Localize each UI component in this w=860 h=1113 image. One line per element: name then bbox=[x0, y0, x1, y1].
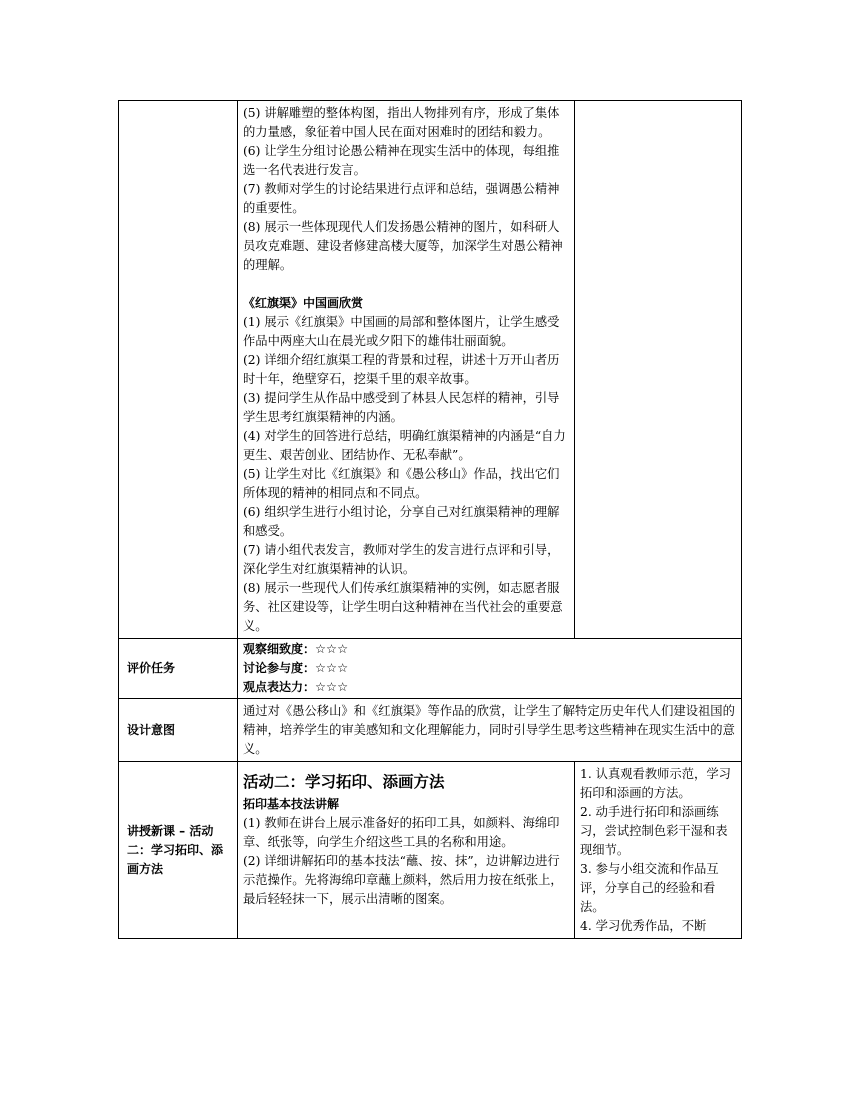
section-line: (6) 组织学生进行小组讨论，分享自己对红旗渠精神的理解和感受。 bbox=[243, 505, 560, 538]
evaluation-label: 评价任务 bbox=[119, 639, 238, 699]
student-activity-line: 2. 动手进行拓印和添画练习，尝试控制色彩干湿和表现细节。 bbox=[580, 805, 728, 857]
student-activity-line: 1. 认真观看教师示范，学习拓印和添画的方法。 bbox=[580, 767, 731, 800]
evaluation-item-name: 观点表达力： bbox=[243, 680, 316, 694]
student-activity-content bbox=[575, 762, 742, 939]
star-rating: ☆☆☆ bbox=[315, 661, 349, 675]
teaching-process-content-cell bbox=[238, 101, 575, 639]
section-title: 《红旗渠》中国画欣赏 bbox=[243, 296, 364, 310]
star-rating: ☆☆☆ bbox=[315, 680, 349, 694]
activity-heading: 活动二：学习拓印、添画方法 bbox=[243, 773, 445, 791]
student-activity-cell bbox=[575, 101, 742, 639]
teaching-process-row bbox=[119, 101, 742, 639]
design-intent-text: 通过对《愚公移山》和《红旗渠》等作品的欣赏，让学生了解特定历史年代人们建设祖国的精神，培养学生的审美感知和文化理解能力，同时引导学生思考这些精神在现实生活中的意义。 bbox=[238, 699, 742, 762]
activity-line: (1) 教师在讲台上展示准备好的拓印工具，如颜料、海绵印章、纸张等，向学生介绍这些工具的名称和用途。 bbox=[243, 816, 560, 849]
design-intent-label: 设计意图 bbox=[119, 699, 238, 762]
activity-two-label: 讲授新课 – 活动二：学习拓印、添画方法 bbox=[119, 762, 238, 939]
process-line: (8) 展示一些体现现代人们发扬愚公精神的图片，如科研人员攻克难题、建设者修建高楼大厦等，加深学生对愚公精神的理解。 bbox=[243, 220, 563, 272]
section-line: (4) 对学生的回答进行总结，明确红旗渠精神的内涵是“自力更生、艰苦创业、团结协作、无私奉献”。 bbox=[243, 429, 566, 462]
section-line: (8) 展示一些现代人们传承红旗渠精神的实例，如志愿者服务、社区建设等，让学生明白这种精神在当代社会的重要意义。 bbox=[243, 581, 563, 633]
evaluation-item-name: 观察细致度： bbox=[243, 642, 316, 656]
evaluation-item-name: 讨论参与度： bbox=[243, 661, 316, 675]
student-activity-line: 3. 参与小组交流和作品互评，分享自己的经验和看法。 bbox=[580, 862, 719, 914]
section-line: (3) 提问学生从作品中感受到了林县人民怎样的精神，引导学生思考红旗渠精神的内涵。 bbox=[243, 391, 560, 424]
activity-subheading: 拓印基本技法讲解 bbox=[243, 797, 340, 811]
design-intent-row bbox=[119, 699, 742, 762]
section-line: (2) 详细介绍红旗渠工程的背景和过程，讲述十万开山者历时十年，绝壁穿石，挖渠千里的艰辛故事。 bbox=[243, 353, 560, 386]
evaluation-row bbox=[119, 639, 742, 699]
student-activity-line: 4. 学习优秀作品，不断 bbox=[580, 919, 707, 933]
section-line: (5) 让学生对比《红旗渠》和《愚公移山》作品，找出它们所体现的精神的相同点和不同点。 bbox=[243, 467, 560, 500]
section-line: (1) 展示《红旗渠》中国画的局部和整体图片，让学生感受作品中两座大山在晨光或夕阳下的雄伟壮丽面貌。 bbox=[243, 315, 560, 348]
activity-two-row bbox=[119, 762, 742, 939]
paragraph-gap bbox=[243, 275, 569, 294]
activity-two-content bbox=[238, 762, 575, 939]
process-line: (5) 讲解雕塑的整体构图，指出人物排列有序，形成了集体的力量感，象征着中国人民在面对困难时的团结和毅力。 bbox=[243, 106, 560, 139]
evaluation-item bbox=[243, 640, 736, 659]
section-line: (7) 请小组代表发言，教师对学生的发言进行点评和引导，深化学生对红旗渠精神的认识。 bbox=[243, 543, 560, 576]
evaluation-content bbox=[238, 639, 742, 699]
evaluation-item bbox=[243, 659, 736, 678]
activity-line: (2) 详细讲解拓印的基本技法“蘸、按、抹”，边讲解边进行示范操作。先将海绵印章蘸上颜料，然后用力按在纸张上，最后轻轻抹一下，展示出清晰的图案。 bbox=[243, 854, 563, 906]
teaching-process-label-cell bbox=[119, 101, 238, 639]
lesson-plan-table bbox=[118, 100, 742, 939]
process-line: (6) 让学生分组讨论愚公精神在现实生活中的体现，每组推选一名代表进行发言。 bbox=[243, 144, 560, 177]
evaluation-item bbox=[243, 678, 736, 697]
process-line: (7) 教师对学生的讨论结果进行点评和总结，强调愚公精神的重要性。 bbox=[243, 182, 560, 215]
star-rating: ☆☆☆ bbox=[315, 642, 349, 656]
